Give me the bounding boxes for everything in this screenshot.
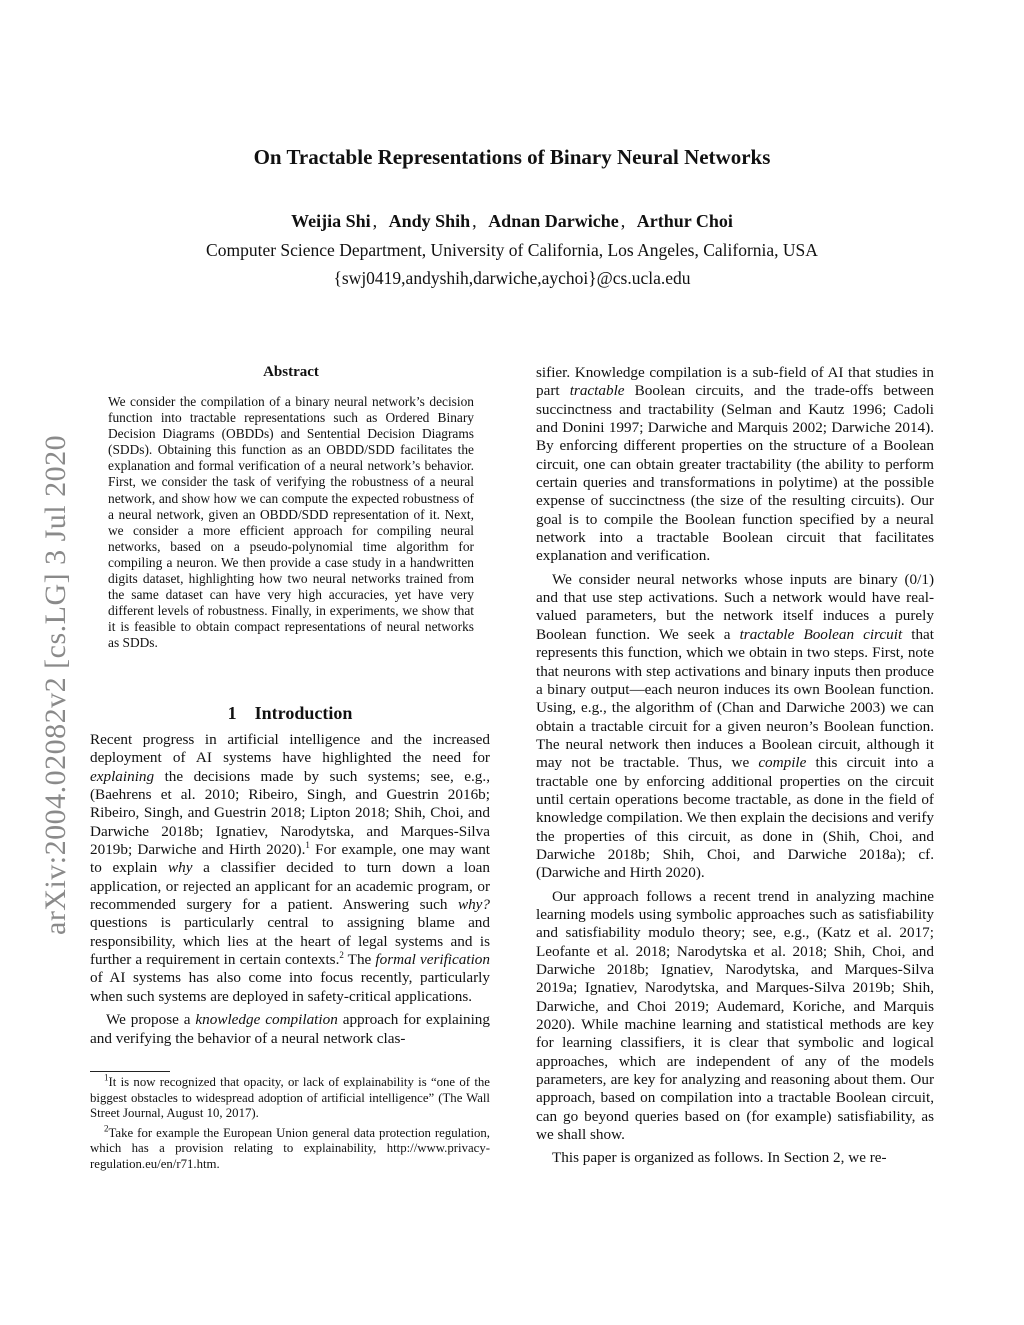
author-separator: ,: [372, 211, 378, 231]
left-column-body: [90, 731, 490, 1053]
abstract-text: We consider the compilation of a binary neural network’s decision function into tractable representations such as Ordered Binary Decision Diagrams (OBDDs) and Sentential Decision Diagrams (SDDs). Obtaining this function as an OBDD/SDD facilitates the explanation and formal verification of a neural network’s behavior. First, we consider the task of verifying the robustness of a neural network, and show how we can compute the expected robustness of a neural network, given an OBDD/SDD representation of it. Next, we consider a more efficient approach for compiling neural networks, based on a pseudo-polynomial time algorithm for compiling a neuron. We then provide a case study in a handwritten digits dataset, highlighting how two neural networks trained from the same dataset can have very high accuracies, yet have very different levels of robustness. Finally, in experiments, we show that it is feasible to obtain compact representations of neural networks as SDDs.: [108, 394, 474, 651]
section-number: 1: [227, 703, 237, 723]
text-run: that represents this function, which we obtain in two steps. First, note that neurons with step activations and binary inputs then produce a binary output—each neuron induces its own Boolean function. Using, e.g., the algorithm of (Chan and Darwiche 2003) we can obtain a tractable circuit for a given neuron’s Boolean function. The neural network then induces a Boolean circuit, although it may not be tractable. Thus, we: [536, 625, 935, 772]
footnote-text: It is now recognized that opacity, or lack of explainability is “one of the biggest obstacles to widespread adoption of artificial intelligence” (The Wall Street Journal, August 10, 2017).: [90, 1075, 490, 1121]
text-run: of AI systems has also come into focus recently, particularly when such systems are deployed in safety-critical applications.: [90, 969, 490, 1005]
text-run: For example, one may want to explain: [90, 841, 491, 877]
text-run: The: [343, 951, 376, 969]
text-run: a classifier decided to turn down a loan application, or rejected an applicant for an academic program, or recommended surgery for a patient. Answering such: [90, 859, 491, 914]
footnote-2: [90, 1123, 490, 1173]
author-separator: ,: [620, 211, 626, 231]
footnotes: [90, 1072, 490, 1177]
footnote-mark: 2: [104, 1123, 109, 1134]
emphasis: formal verification: [375, 951, 490, 969]
intro-paragraph-1: [90, 731, 490, 1006]
text-run: the decisions made by such systems; see, e.g., (Baehrens et al. 2010; Ribeiro, Singh, and Guestrin 2016b; Ribeiro, Singh, and Guestrin 2018; Lipton 2018; Shih, Choi, and Darwiche 2018b; Ignatiev, Narodytska, and Marques-Silva 2019b; Darwiche and Hirth 2020).: [90, 767, 490, 859]
author-name: Andy Shih: [388, 211, 471, 231]
emphasis: tractable Boolean circuit: [739, 625, 903, 643]
text-run: Recent progress in artificial intelligence and the increased deployment of AI systems have highlighted the need for: [90, 731, 490, 767]
author-name: Weijia Shi: [291, 211, 371, 231]
paper-title: On Tractable Representations of Binary Neural Networks: [253, 145, 771, 169]
text-run: approach for explaining and verifying the behavior of a neural network clas-: [90, 1011, 490, 1047]
author-separator: ,: [472, 211, 477, 231]
text-run: this circuit into a tractable one by enforcing additional properties on the circuit until certain operations become tractable, as done in the field of knowledge compilation. We then explain the decisions and verify the properties of this circuit, as done in (Shih, Choi, and Darwiche 2018b; Shih, Choi, and Darwiche 2018a); cf. (Darwiche and Hirth 2020).: [536, 754, 934, 882]
author-emails: {swj0419,andyshih,darwiche,aychoi}@cs.ucla.edu: [333, 268, 691, 288]
text-run: sifier. Knowledge compilation is a sub-field of AI that studies in part: [536, 364, 934, 400]
intro-paragraph-2: [90, 1011, 490, 1048]
intro-paragraph-2-continued: [536, 364, 934, 566]
abstract-heading: Abstract: [263, 364, 319, 380]
right-column-body: [536, 364, 934, 1173]
emphasis: explaining: [90, 767, 155, 785]
intro-paragraph-5: This paper is organized as follows. In Section 2, we re-: [552, 1149, 887, 1167]
intro-paragraph-3: [536, 571, 934, 883]
arxiv-side-stamp: arXiv:2004.02082v2 [cs.LG] 3 Jul 2020: [39, 434, 72, 935]
author-list: [0, 211, 1024, 232]
footnote-mark: 1: [104, 1072, 109, 1083]
text-run: We propose a: [106, 1011, 196, 1029]
section-heading-introduction: [90, 703, 490, 724]
footnote-divider: [90, 1071, 170, 1072]
text-run: We consider neural networks whose inputs are binary (0/1) and that use step activations. Such a network would have real-valued parameters, but the network itself induces a purely Boolean function. We seek a: [536, 570, 934, 643]
section-title: Introduction: [254, 703, 353, 723]
text-run: Boolean circuits, and the trade-offs between succinctness and tractability (Selman and Kautz 1996; Cadoli and Donini 1997; Darwiche and Marquis 2002; Darwiche 2014). By enforcing different properties on the structure of a Boolean circuit, one can obtain greater tractability (the ability to perform certain queries and transformations in polytime) at the possible expense of succinctness (the size of the resulting circuits). Our goal is to compile the Boolean function specified by a neural network into a tractable Boolean circuit that facilitates explanation and verification.: [536, 382, 934, 565]
footnote-ref-1[interactable]: 1: [305, 840, 310, 850]
emphasis: compile: [758, 754, 807, 772]
footnote-1: [90, 1072, 490, 1122]
footnote-text: Take for example the European Union general data protection regulation, which has a provision relating to explainability, http://www.privacy-regulation.eu/en/r71.htm.: [90, 1125, 490, 1171]
author-affiliation: Computer Science Department, University of California, Los Angeles, California, USA: [206, 240, 818, 260]
intro-paragraph-4: Our approach follows a recent trend in analyzing machine learning models using symbolic approaches such as satisfiability and satisfiability modulo theory; see, e.g., (Katz et al. 2017; Leofante et al. 2018; Narodytska et al. 2018; Shih, Choi, and Darwiche 2018b; Ignatiev, Narodytska, and Marques-Silva 2019a; Ignatiev, Narodytska, and Marques-Silva 2019b; Shih, Darwiche, and Choi 2019; Audemard, Koriche, and Marquis 2020). While machine learning and statistical methods are key for learning classifiers, it is clear that symbolic and logical approaches, which are independent of any of the models parameters, are key for analyzing and reasoning about them. Our approach, based on compilation into a tractable Boolean circuit, can go beyond queries based on (for example) satisfiability, as we shall show.: [536, 887, 934, 1144]
emphasis: why?: [457, 896, 490, 914]
footnote-ref-2[interactable]: 2: [339, 950, 344, 961]
emphasis: why: [167, 859, 193, 877]
text-run: questions is particularly central to assigning blame and responsibility, which lies at the heart of legal systems and is further a requirement in certain contexts.: [90, 914, 490, 969]
emphasis: tractable: [569, 382, 625, 400]
author-name: Adnan Darwiche: [488, 211, 619, 231]
emphasis: knowledge compilation: [195, 1011, 338, 1029]
author-name: Arthur Choi: [636, 211, 733, 231]
